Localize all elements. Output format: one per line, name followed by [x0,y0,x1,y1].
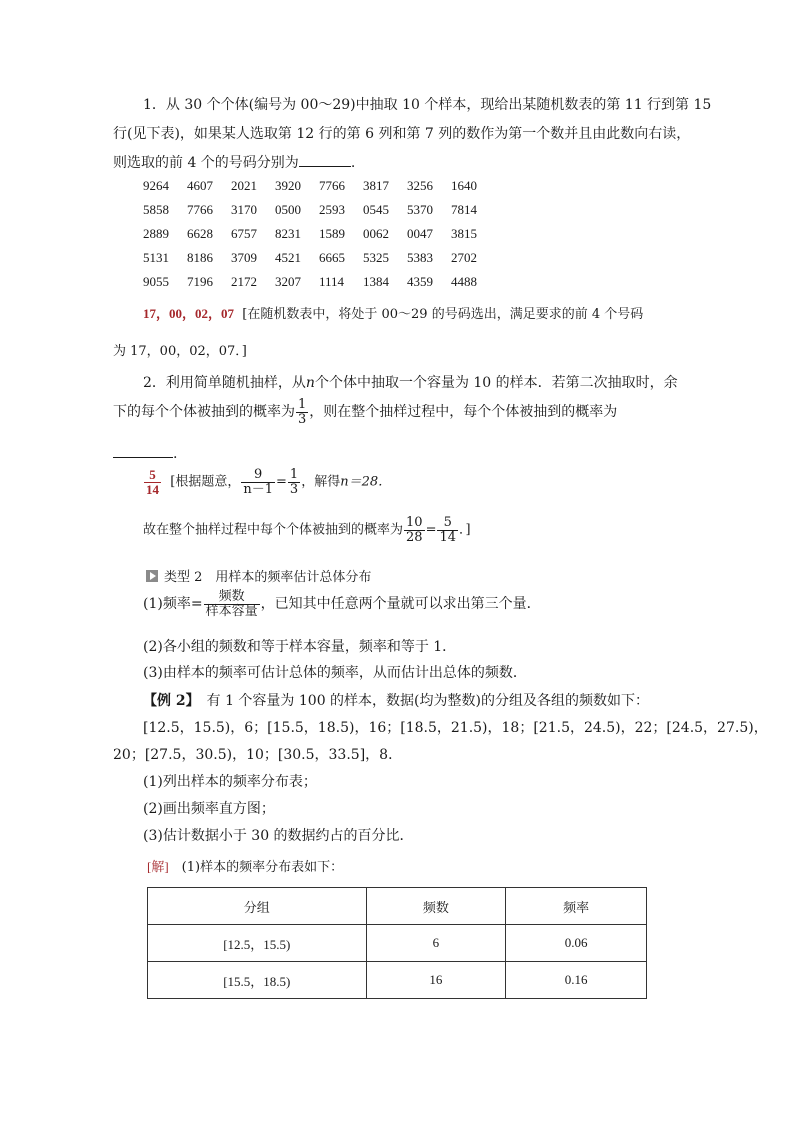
cell: 2593 [319,202,345,217]
cell: 5370 [407,202,433,217]
table-row [148,962,647,999]
q1-explain-2: 为 17，00，02，07．] [113,344,247,359]
table-row [143,274,495,298]
q2-text: ，则在整个抽样过程中，每个个体被抽到的概率为 [309,404,618,421]
random-number-table [143,178,495,298]
fraction-one-third [288,468,300,496]
cell: 9264 [143,178,169,193]
cell: 8186 [187,250,213,265]
q1-line3 [113,152,355,172]
q2-text: 2．利用简单随机抽样，从 [143,375,306,391]
cell: 2889 [143,226,169,241]
q2-answer-line [143,468,391,496]
table-row [143,178,495,202]
play-triangle-icon [146,570,158,582]
q2-text: 下的每个个体被抽到的概率为 [113,404,295,421]
q2-explain: [根据题意， [170,474,241,490]
solution-line [147,856,343,875]
type2-point-2: (2)各小组的频数和等于样本容量，频率和等于 1． [143,639,457,655]
section-heading [146,566,371,585]
example2-q2: (2)画出频率直方图； [143,801,275,817]
example2-line3: 20；[27.5，30.5)，10；[30.5，33.5]，8． [113,747,403,763]
cell: 3256 [407,178,433,193]
type2-point-1 [143,590,541,618]
numerator: 1 [298,397,307,412]
q1-answer-line [143,303,643,322]
cell: 1384 [363,274,389,289]
q2-explain: ，解得 [301,474,341,490]
answer-blank [113,456,173,458]
section-title: 类型 2 用样本的频率估计总体分布 [164,570,372,585]
cell: 2021 [231,178,257,193]
cell: 4607 [187,178,213,193]
cell: 1640 [451,178,477,193]
cell-count: 6 [366,925,506,962]
header-count: 频数 [366,888,506,925]
cell: 3207 [275,274,301,289]
cell: 9055 [143,274,169,289]
q1-line1: 1．从 30 个个体(编号为 00～29)中抽取 10 个样本，现给出某随机数表的第 11 行到第 15 [143,97,712,113]
frequency-table [147,887,647,999]
denominator: 14 [439,529,457,545]
example2-q1: (1)列出样本的频率分布表； [143,774,317,790]
denominator: 28 [406,529,423,545]
denominator: 3 [289,481,299,497]
cell: 5131 [143,250,169,265]
cell: 4359 [407,274,433,289]
bracket-close: ．] [459,522,471,538]
cell: 2172 [231,274,257,289]
q1-prompt: 则选取的前 4 个的号码分别为 [113,155,299,171]
cell: 3709 [231,250,257,265]
q2-line2 [113,398,617,426]
type2-point-3: (3)由样本的频率可估计总体的频率，从而估计出总体的频数． [143,665,527,681]
table-row [148,925,647,962]
table-row [143,202,495,226]
q1-line2: 行(见下表)，如果某人选取第 12 行的第 6 列和第 7 列的数作为第一个数并且由此数向右读， [113,126,691,142]
cell: 3920 [275,178,301,193]
example2-line1 [143,690,649,710]
cell-group: [12.5，15.5) [148,925,367,962]
cell: 7814 [451,202,477,217]
fraction-10-28 [404,516,425,544]
period: . [350,155,356,171]
denominator: 14 [146,481,159,497]
cell: 6628 [187,226,213,241]
solution-label: [解] [147,859,169,874]
cell: 3815 [451,226,477,241]
q2-line3 [113,446,177,462]
q2-final-line [143,516,471,544]
cell: 4521 [275,250,301,265]
cell-frequency: 0.06 [506,925,647,962]
cell: 1589 [319,226,345,241]
q1-answer: 17，00，02，07 [143,306,235,321]
fraction-5-14 [437,516,458,544]
cell: 7766 [319,178,345,193]
cell: 0062 [363,226,389,241]
cell: 6757 [231,226,257,241]
numerator: 1 [289,467,299,482]
table-row [143,250,495,274]
cell: 8231 [275,226,301,241]
cell-count: 16 [366,962,506,999]
q2-text: 个个体中抽取一个容量为 10 的样本．若第二次抽取时，余 [314,375,678,391]
numerator: 10 [406,515,423,530]
cell: 1114 [319,274,345,289]
cell: 7766 [187,202,213,217]
cell: 3170 [231,202,257,217]
fraction-9-over-n-minus-1 [241,468,275,496]
cell: 6665 [319,250,345,265]
numerator: 5 [437,516,458,531]
period: . [173,446,178,462]
cell: 2702 [451,250,477,265]
example-label: 【例 2】 [143,693,193,709]
q2-line1 [143,372,678,392]
cell-frequency: 0.16 [506,962,647,999]
frequency-formula [204,590,260,618]
cell: 5325 [363,250,389,265]
solution-text: (1)样本的频率分布表如下： [168,860,344,875]
cell: 0545 [363,202,389,217]
q2-final-text: 故在整个抽样过程中每个个体被抽到的概率为 [143,522,404,538]
denominator: n－1 [243,481,273,497]
numerator: 9 [241,468,275,483]
q1-explain-1: [在随机数表中，将处于 00～29 的号码选出，满足要求的前 4 个号码 [242,307,644,322]
answer-blank [299,165,351,167]
example2-q3: (3)估计数据小于 30 的数据约占的百分比． [143,828,414,844]
cell: 0047 [407,226,433,241]
q2-answer [144,468,161,496]
equals: = [276,474,287,490]
header-frequency: 频率 [506,888,647,925]
cell: 0500 [275,202,301,217]
equals: = [425,522,437,538]
header-group: 分组 [148,888,367,925]
fraction-one-third [296,398,308,426]
example2-line2: [12.5，15.5)，6；[15.5，18.5)，16；[18.5，21.5)，18；[21.5，24.5)，22；[24.5，27.5)， [143,720,768,736]
cell: 7196 [187,274,213,289]
cell-group: [15.5，18.5) [148,962,367,999]
cell: 5858 [143,202,169,217]
text: 有 1 个容量为 100 的样本，数据(均为整数)的分组及各组的频数如下： [192,693,649,709]
q2-result: n＝28． [340,474,392,490]
table-header-row [148,888,647,925]
cell: 4488 [451,274,477,289]
numerator: 5 [144,468,161,483]
cell: 3817 [363,178,389,193]
var-n: n [305,375,315,391]
table-row [143,226,495,250]
denominator: 3 [298,411,307,427]
cell: 5383 [407,250,433,265]
text: ，已知其中任意两个量就可以求出第三个量． [260,596,541,613]
text: (1)频率= [143,596,203,613]
numerator: 频数 [204,590,260,605]
denominator: 样本容量 [205,603,258,619]
